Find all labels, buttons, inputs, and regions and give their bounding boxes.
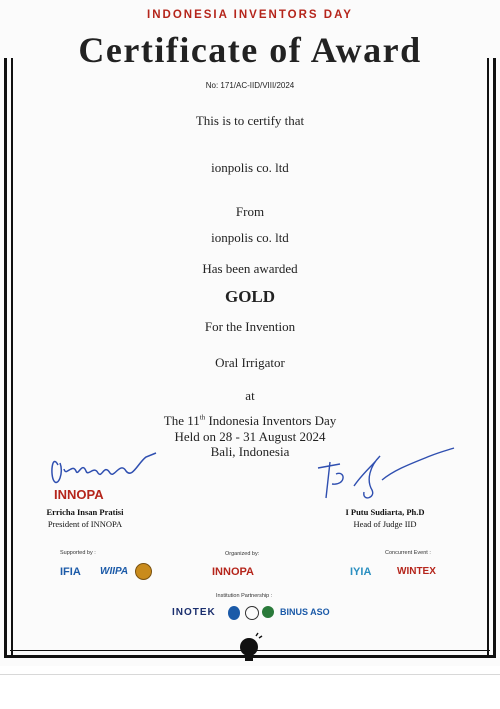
- ifia-logo: IFIA: [60, 566, 81, 578]
- wintex-logo: WINTEX: [397, 566, 436, 577]
- right-signatory-name: I Putu Sudiarta, Ph.D: [345, 507, 425, 517]
- at-label: at: [245, 388, 255, 403]
- awarded-text: Has been awarded: [202, 261, 298, 276]
- right-signatory-role: Head of Judge IID: [353, 519, 417, 529]
- recipient-name: ionpolis co. ltd: [211, 160, 289, 175]
- partner-emblem-2: [245, 606, 259, 620]
- organized-by-label: Organized by:: [225, 551, 260, 557]
- event-edition-suffix: th: [199, 413, 206, 422]
- event-edition-name: Indonesia Inventors Day: [205, 413, 337, 428]
- award-medal: GOLD: [224, 287, 276, 306]
- invention-label: For the Invention: [204, 319, 296, 334]
- invention-name: Oral Irrigator: [215, 355, 285, 370]
- certify-text: This is to certify that: [195, 113, 305, 128]
- event-edition-number: The 11: [163, 413, 200, 428]
- binus-aso-logo: BINUS ASO: [280, 607, 330, 617]
- partner-emblem-3: [262, 606, 274, 618]
- innopa-logo: INNOPA: [54, 487, 104, 502]
- event-dates: Held on 28 - 31 August 2024: [174, 429, 326, 444]
- from-organization: ionpolis co. ltd: [211, 230, 289, 245]
- page-bottom-margin: [0, 674, 500, 709]
- iyia-logo: IYIA: [350, 566, 372, 578]
- event-edition-line: [0, 413, 500, 429]
- emblem-logo: [135, 563, 152, 580]
- left-signatory-name: Erricha Insan Pratisi: [46, 507, 124, 517]
- certificate-number: No: 171/AC-IID/VIII/2024: [205, 81, 295, 90]
- event-location: Bali, Indonesia: [210, 444, 290, 459]
- certificate-title: Certificate of Award: [78, 30, 422, 70]
- partner-emblem-1: [228, 606, 240, 620]
- concurrent-event-label: Concurrent Event :: [385, 550, 431, 556]
- partnership-label: Institution Partnership :: [216, 593, 273, 599]
- supported-by-label: Supported by :: [60, 550, 96, 556]
- judge-signature: [310, 440, 460, 510]
- organizer-logo: INNOPA: [212, 566, 254, 578]
- from-label: From: [235, 204, 265, 219]
- president-signature: [42, 443, 172, 493]
- left-signatory-role: President of INNOPA: [47, 519, 123, 529]
- event-name-header: INDONESIA INVENTORS DAY: [147, 9, 353, 21]
- wiipa-logo: WIIPA: [100, 566, 129, 577]
- lightbulb-icon: [236, 632, 264, 666]
- inotek-logo: INOTEK: [172, 607, 216, 618]
